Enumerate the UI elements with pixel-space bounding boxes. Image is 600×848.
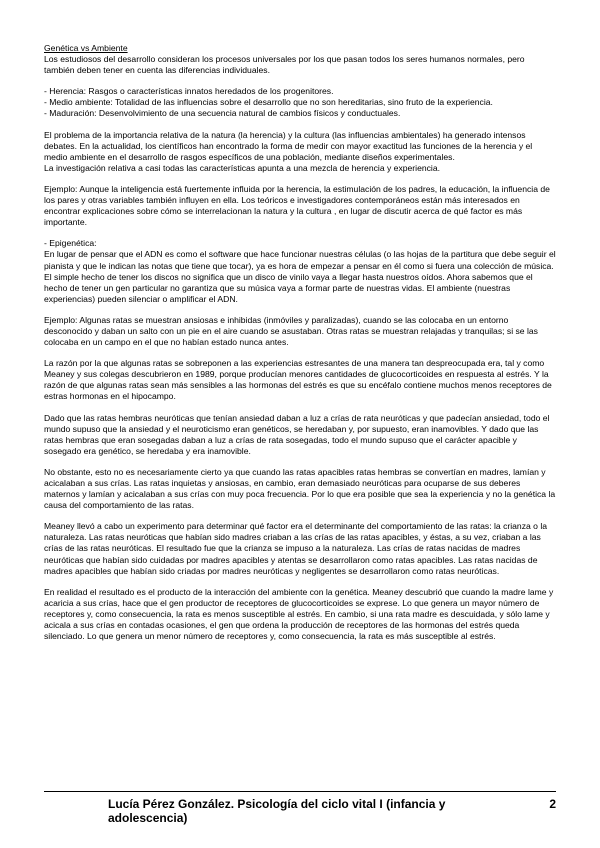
definitions-list — [44, 86, 556, 119]
epigenetics-block — [44, 238, 556, 305]
page-footer — [108, 797, 556, 825]
problem-paragraph: El problema de la importancia relativa de la natura (la herencia) y la cultura (las influencias ambientales) ha generado intensos debates. En la actualidad, los científicos han encontrado la forma de medir con mayor exactitud las funciones de la herencia y el medio ambiente en el desarrollo de rasgos específicos de una población, mediante diseños experimentales. — [44, 129, 533, 162]
problem-conclusion: La investigación relativa a casi todas las características apunta a una mezcla de herencia y experiencia. — [44, 162, 441, 173]
definition-herencia: - Herencia: Rasgos o características innatos heredados de los progenitores. — [44, 86, 334, 97]
definition-medio-ambiente: - Medio ambiente: Totalidad de las influencias sobre el desarrollo que no son hereditarias, sino fruto de la experiencia. — [44, 97, 493, 108]
document-body — [44, 43, 556, 652]
epigenetics-label: - Epigenética: — [44, 238, 97, 249]
experiment-paragraph: Meaney llevó a cabo un experimento para determinar qué factor era el determinante del comportamiento de las ratas: la crianza o la naturaleza. Las ratas neuróticas que habían sido madres criaban a las crías de las ratas apacibles, y éstas, a su vez, criaban a las crías de las ratas neuróticas. El resultado fue que la crianza se impuso a la naturaleza. Las crías de ratas nacidas de madres neuróticas que habían sido cuidadas por madres apacibles y atentas se desarrollaron como ratas apacibles. Las ratas nacidas de madres apacibles que habían sido criadas por madres neuróticas y negligentes se desarrollaron como ratas neuróticas. — [44, 521, 548, 576]
reason-paragraph: La razón por la que algunas ratas se sobreponen a las experiencias estresantes de una manera tan despreocupada era, tal y como Meaney y sus colegas descubrieron en 1989, porque producían menores cantidades de glucocorticoides en respuesta al estrés. Y la razón de que algunas ratas sean más sensibles a las hormonas del estrés es que su encéfalo contiene muchos menos receptores de estras hormonas en el hipocampo. — [44, 358, 552, 402]
problem-block — [44, 130, 556, 174]
result-paragraph: En realidad el resultado es el producto de la interacción del ambiente con la genética. Meaney descubrió que cuando la madre lame y acaricia a sus crías, hace que el gen productor de receptores de glucocorticoides se exprese. Lo que genera un mayor número de receptores y, como consecuencia, la rata es menos susceptible al estrés. En cambio, si una rata madre es descuidada, y sólo lame y acicala a sus crías en contadas ocasiones, el gen que ordena la producción de receptores de las hormonas del estrés queda silenciado. Lo que genera un menor número de receptores y, como consecuencia, la rata es más susceptible al estrés. — [44, 586, 554, 642]
example-rats-paragraph: Ejemplo: Algunas ratas se muestran ansiosas e inhibidas (inmóviles y paralizadas), cuando se las colocaba en un entorno desconocido y daban un salto con un pie en el aire cuando se asustaban. Otras ratas se muestran relajadas y tranquilas; si se las colocaba en un campo en el que no habían estado nunca antes. — [44, 314, 538, 348]
epigenetics-paragraph: En lugar de pensar que el ADN es como el software que hace funcionar nuestras células (o las hojas de la partitura que debe seguir el pianista y que le indican las notas que tiene que tocar), ya es hora de empezar a pensar en él como si fuera una colección de música. El simple hecho de tener los discos no significa que un disco de vinilo vaya a llegar hasta nuestros oídos. Ahora sabemos que el hecho de tener un gen particular no garantiza que su música vaya a formar parte de nuestras vidas. El ambiente (nuestras experiencias) pueden silenciar o amplificar el ADN. — [44, 249, 556, 304]
example-intelligence-paragraph: Ejemplo: Aunque la inteligencia está fuertemente influida por la herencia, la estimulación de los padres, la educación, la influencia de los pares y otras variables también influyen en ella. Los teóricos e investigadores contemporáneos están más interesados en encontrar explicaciones sobre cómo se interrelacionan la natura y la cultura , en lugar de discutir acerca de qué factor es más importante. — [44, 183, 550, 228]
however-paragraph: No obstante, esto no es necesariamente cierto ya que cuando las ratas apacibles ratas hembras se convertían en madres, lamían y acicalaban a sus crías. Las ratas inquietas y ansiosas, en cambio, eran demasiado neuróticas para ocuparse de sus deberes maternos y lamían y acicalaban a sus crías con muy poca frecuencia. Por lo que era posible que sea la experiencia y no la genética la causa del comportamiento de las ratas. — [44, 466, 556, 511]
intro-paragraph: Los estudiosos del desarrollo consideran los procesos universales por los que pasan todos los seres humanos normales, pero también deben tener en cuenta las diferencias individuales. — [44, 54, 525, 76]
footer-divider — [44, 791, 556, 792]
section-heading: Genética vs Ambiente — [44, 43, 128, 53]
given-paragraph: Dado que las ratas hembras neuróticas que tenían ansiedad daban a luz a crías de rata neuróticas y que padecían ansiedad, todo el mundo supuso que la ansiedad y el neuroticismo eran genéticos, se heredaban y, por supuesto, eran inamovibles. Y dado que las ratas hembras que eran sosegadas daban a luz a crías de rata sosegadas, todo el mundo supuso que el carácter apacible y sosegado era genético, se heredaba y era inamovible. — [44, 412, 550, 456]
definition-maduracion: - Maduración: Desenvolvimiento de una secuencia natural de cambios físicos y conductuales. — [44, 108, 401, 119]
footer-title: Lucía Pérez González. Psicología del ciclo vital I (infancia y adolescencia) — [108, 797, 446, 825]
page-number: 2 — [549, 797, 556, 811]
